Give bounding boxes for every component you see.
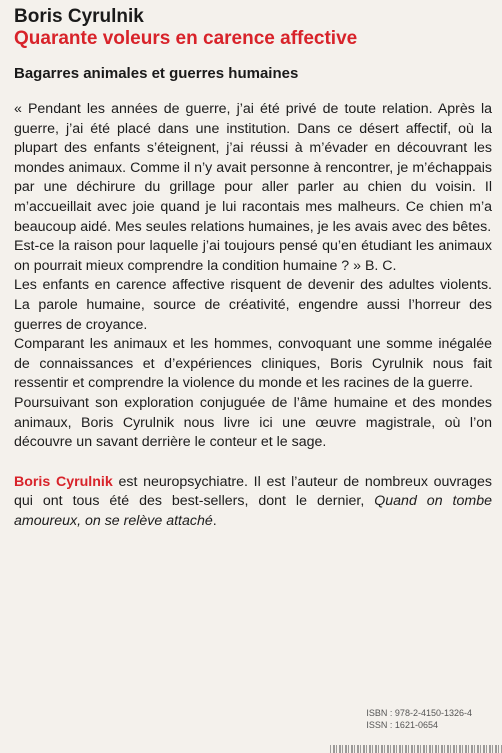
author-name: Boris Cyrulnik	[14, 6, 144, 27]
bio-book-title: Quand on tombe amoureux, on se relève attaché	[14, 493, 492, 529]
barcode-edge	[330, 745, 502, 753]
bio-text: est neuropsychiatre. Il est l’auteur de nombreux ouvrages qui ont tous été des best-sellers, dont le dernier,	[14, 473, 492, 510]
issn-number: ISSN : 1621-0654	[366, 720, 438, 730]
back-cover	[14, 6, 492, 546]
blurb-paragraph: « Pendant les années de guerre, j’ai été privé de toute relation. Après la guerre, j’ai été placé dans une institution. Dans ce désert affectif, où la plupart des enfants s’éteignent, j’ai réussi à m’évader en découvrant les mondes animaux. Comme il n’y avait personne à rencontrer, je m’échappais par une déchirure du grillage pour aller parler au chien du voisin. Il m’accueillait avec joie quand je lui racontais mes malheurs. Ce chien m’a beaucoup aidé. Mes seules relations humaines, je les avais avec des bêtes.	[14, 101, 492, 235]
blurb-paragraph: Les enfants en carence affective risquent de devenir des adultes violents. La parole humaine, source de créativité, engendre aussi l’horreur des guerres de croyance.	[14, 277, 492, 333]
blurb-paragraph: Comparant les animaux et les hommes, convoquant une somme inégalée de connaissances et d’expériences cliniques, Boris Cyrulnik nous fait ressentir et comprendre la violence du monde et les racines de la guerre.	[14, 336, 492, 392]
identifiers	[366, 707, 472, 731]
blurb	[14, 100, 492, 453]
blurb-paragraph: Poursuivant son exploration conjuguée de l’âme humaine et des mondes animaux, Boris Cyrulnik nous livre ici une œuvre magistrale, où l’on découvre un savant derrière le conteur et le sage.	[14, 394, 492, 451]
blurb-paragraph: Est-ce la raison pour laquelle j’ai toujours pensé qu’en étudiant les animaux on pourrait mieux comprendre la condition humaine ? » B. C.	[14, 238, 492, 274]
book-title: Quarante voleurs en carence affective	[14, 28, 358, 49]
author-bio	[14, 473, 492, 532]
book-subtitle: Bagarres animales et guerres humaines	[14, 65, 299, 82]
bio-text-end: .	[212, 512, 217, 529]
isbn-number: ISBN : 978-2-4150-1326-4	[366, 708, 472, 718]
bio-author-name: Boris Cyrulnik	[14, 473, 113, 490]
